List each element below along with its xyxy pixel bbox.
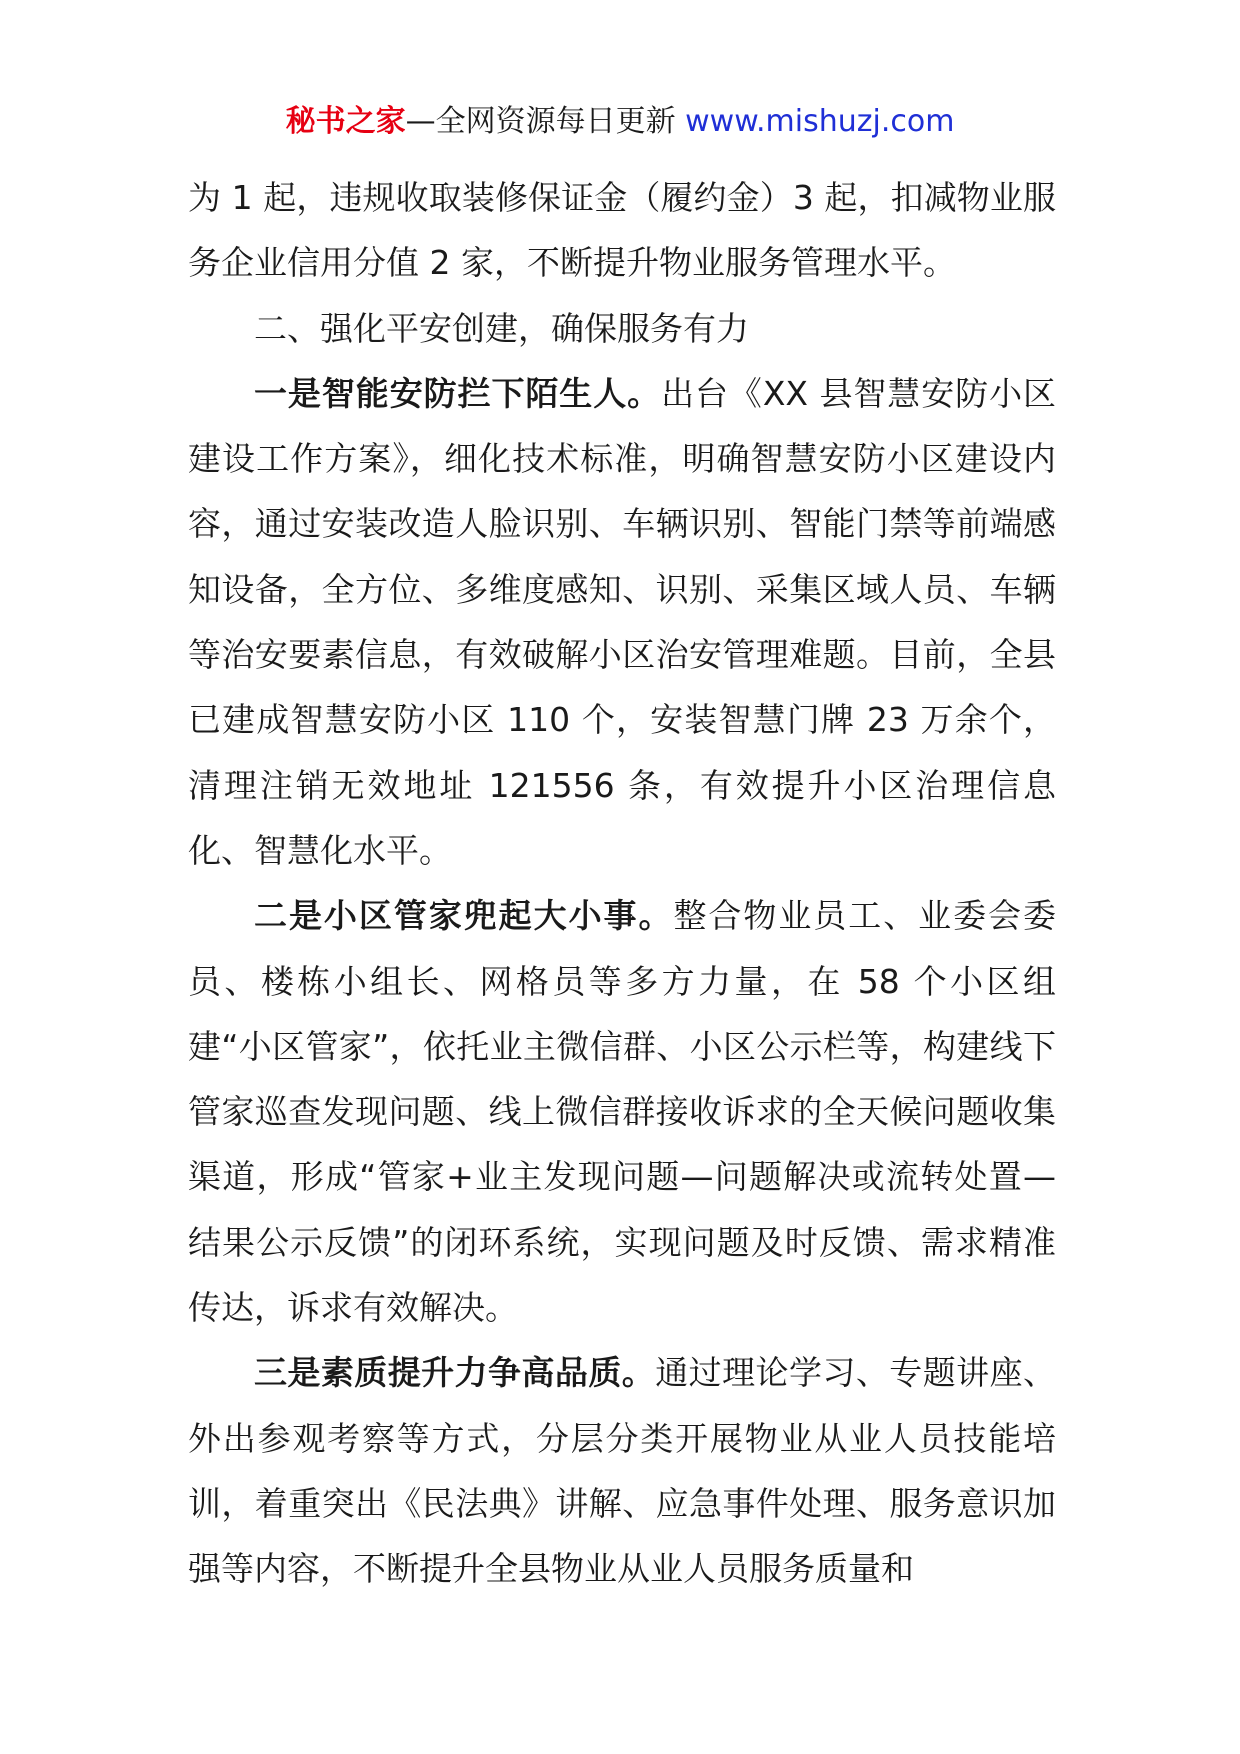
paragraph-text: 通过理论学习、专题讲座、外出参观考察等方式，分层分类开展物业从业人员技能培训，着重突出《民法典》讲解、应急事件处理、服务意识加强等内容，不断提升全县物业从业人员服务质量和: [188, 1353, 1057, 1589]
page-header: [0, 100, 1240, 144]
paragraph-text: 整合物业员工、业委会委员、楼栋小组长、网格员等多方力量，在 58 个小区组建“小区管家”，依托业主微信群、小区公示栏等，构建线下管家巡查发现问题、线上微信群接收诉求的全天候问题收集渠道，形成“管家+业主发现问题—问题解决或流转处置—结果公示反馈”的闭环系统，实现问题及时反馈、需求精准传达，诉求有效解决。: [188, 896, 1057, 1328]
paragraph-lead: 一是智能安防拦下陌生人。: [254, 373, 662, 413]
section-heading: [188, 296, 1056, 361]
paragraph-continuation: [188, 165, 1056, 296]
header-url-link[interactable]: www.mishuzj.com: [685, 104, 955, 139]
paragraph-text: 出台《XX 县智慧安防小区建设工作方案》，细化技术标准，明确智慧安防小区建设内容，通过安装改造人脸识别、车辆识别、智能门禁等前端感知设备，全方位、多维度感知、识别、采集区域人员、车辆等治安要素信息，有效破解小区治安管理难题。目前，全县已建成智慧安防小区 110 个，安装智慧门牌 23 万余个，清理注销无效地址 121556 条，有效提升小区治理信息化、智慧化水平。: [188, 373, 1056, 870]
paragraph-quality-improvement: [188, 1340, 1056, 1601]
header-tagline: —全网资源每日更新: [405, 104, 686, 139]
header-brand: 秘书之家: [285, 104, 406, 139]
paragraph-smart-security: [188, 361, 1056, 883]
paragraph-community-steward: [188, 883, 1056, 1340]
paragraph-text: 为 1 起，违规收取装修保证金（履约金）3 起，扣减物业服务企业信用分值 2 家，不断提升物业服务管理水平。: [188, 178, 1056, 283]
paragraph-lead: 三是素质提升力争高品质。: [254, 1353, 656, 1393]
paragraph-lead: 二是小区管家兜起大小事。: [254, 896, 674, 936]
document-body: [188, 165, 1056, 1602]
section-heading-text: 二、强化平安创建，确保服务有力: [254, 308, 749, 348]
